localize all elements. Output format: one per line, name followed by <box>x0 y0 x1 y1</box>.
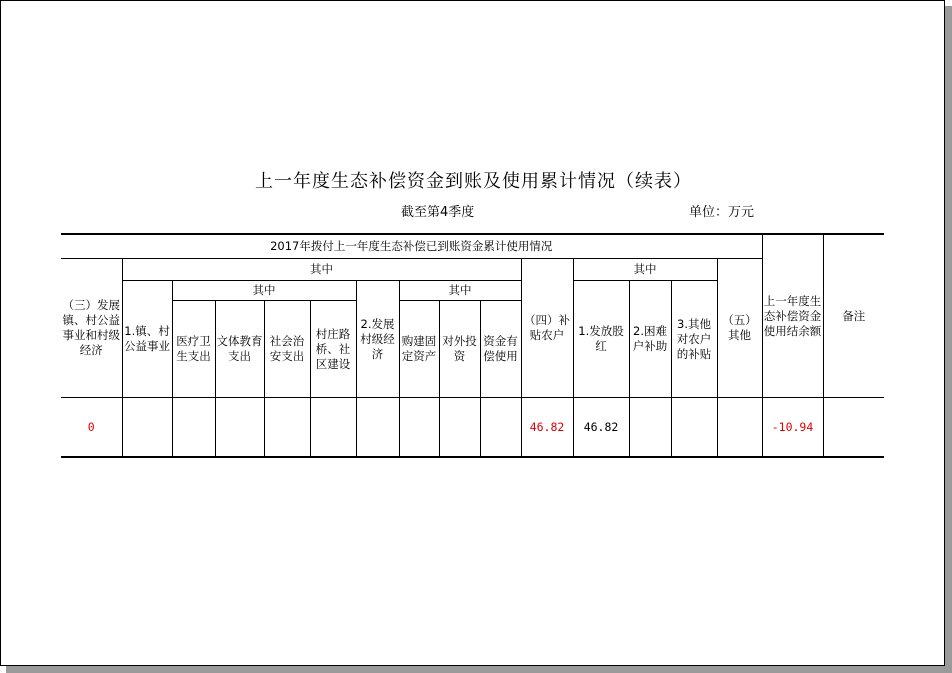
header-fixed-assets <box>399 301 439 398</box>
header-fixed-assets-label: 购建固定资产 <box>401 334 437 363</box>
header-qizhong-4-label: 其中 <box>448 283 472 297</box>
header-subsidy-label: （四）补贴农户 <box>524 313 570 342</box>
header-remark <box>823 234 884 398</box>
header-roads-label: 村庄路桥、社区建设 <box>315 326 351 371</box>
header-dividend-label: 1.发放股红 <box>578 324 624 353</box>
group-header-cell <box>61 234 762 259</box>
header-invest-label: 对外投资 <box>442 334 477 363</box>
header-town-public-label: 1.镇、村公益事业 <box>124 324 170 353</box>
header-security <box>264 301 310 398</box>
header-other-label: （五）其他 <box>722 313 757 342</box>
report-title: 上一年度生态补偿资金到账及使用累计情况（续表） <box>255 171 692 192</box>
header-subsidy <box>521 259 573 398</box>
header-dividend <box>573 281 629 398</box>
page-shadow-right <box>945 6 952 673</box>
header-invest <box>439 301 480 398</box>
unit-label: 单位：万元 <box>689 205 755 220</box>
table-row <box>61 398 884 458</box>
cell-security <box>264 398 310 458</box>
header-qizhong-3 <box>172 281 356 301</box>
header-balance-label: 上一年度生态补偿资金使用结余额 <box>763 293 822 338</box>
cell-other <box>717 398 762 458</box>
header-qizhong-1-label: 其中 <box>310 262 333 276</box>
header-other-subsidy-label: 3.其他对农户的补贴 <box>676 316 712 361</box>
header-other <box>717 259 762 398</box>
usage-table <box>61 233 884 458</box>
cell-balance: -10.94 <box>762 398 823 458</box>
header-village-econ-label: 2.发展村级经济 <box>360 316 395 361</box>
cell-remark <box>823 398 884 458</box>
header-security-label: 社会治安支出 <box>269 334 305 363</box>
header-culture-label: 文体教育支出 <box>216 334 263 363</box>
header-dev-town <box>61 259 122 398</box>
header-medical-label: 医疗卫生支出 <box>176 334 211 363</box>
header-qizhong-3-label: 其中 <box>252 283 276 297</box>
header-hardship-label: 2.困难户补助 <box>632 324 668 353</box>
cell-paid-use <box>480 398 521 458</box>
cell-invest <box>439 398 480 458</box>
header-dev-town-label: （三）发展镇、村公益事业和村级经济 <box>62 298 120 357</box>
cell-dev-town: 0 <box>61 398 122 458</box>
header-qizhong-1 <box>122 259 521 281</box>
cell-other-subsidy <box>671 398 717 458</box>
group-header: 2017年拨付上一年度生态补偿已到账资金累计使用情况 <box>270 239 553 253</box>
header-qizhong-4 <box>399 281 521 301</box>
cell-culture <box>215 398 264 458</box>
cell-roads <box>310 398 356 458</box>
cell-village-econ <box>356 398 399 458</box>
page-shadow-bottom <box>6 666 952 673</box>
header-culture <box>215 301 264 398</box>
header-medical <box>172 301 215 398</box>
header-hardship <box>629 281 671 398</box>
cell-hardship <box>629 398 671 458</box>
period-label: 截至第4季度 <box>401 205 475 220</box>
cell-medical <box>172 398 215 458</box>
header-town-public <box>122 281 172 398</box>
cell-town-public <box>122 398 172 458</box>
cell-subsidy: 46.82 <box>521 398 573 458</box>
header-paid-use-label: 资金有偿使用 <box>483 334 518 363</box>
header-remark-label: 备注 <box>842 308 866 323</box>
header-balance <box>762 234 823 398</box>
header-paid-use <box>480 301 521 398</box>
header-qizhong-2 <box>573 259 717 281</box>
header-other-subsidy <box>671 281 717 398</box>
cell-dividend: 46.82 <box>573 398 629 458</box>
header-roads <box>310 301 356 398</box>
cell-fixed-assets <box>399 398 439 458</box>
header-qizhong-2-label: 其中 <box>633 262 657 276</box>
header-village-econ <box>356 281 399 398</box>
